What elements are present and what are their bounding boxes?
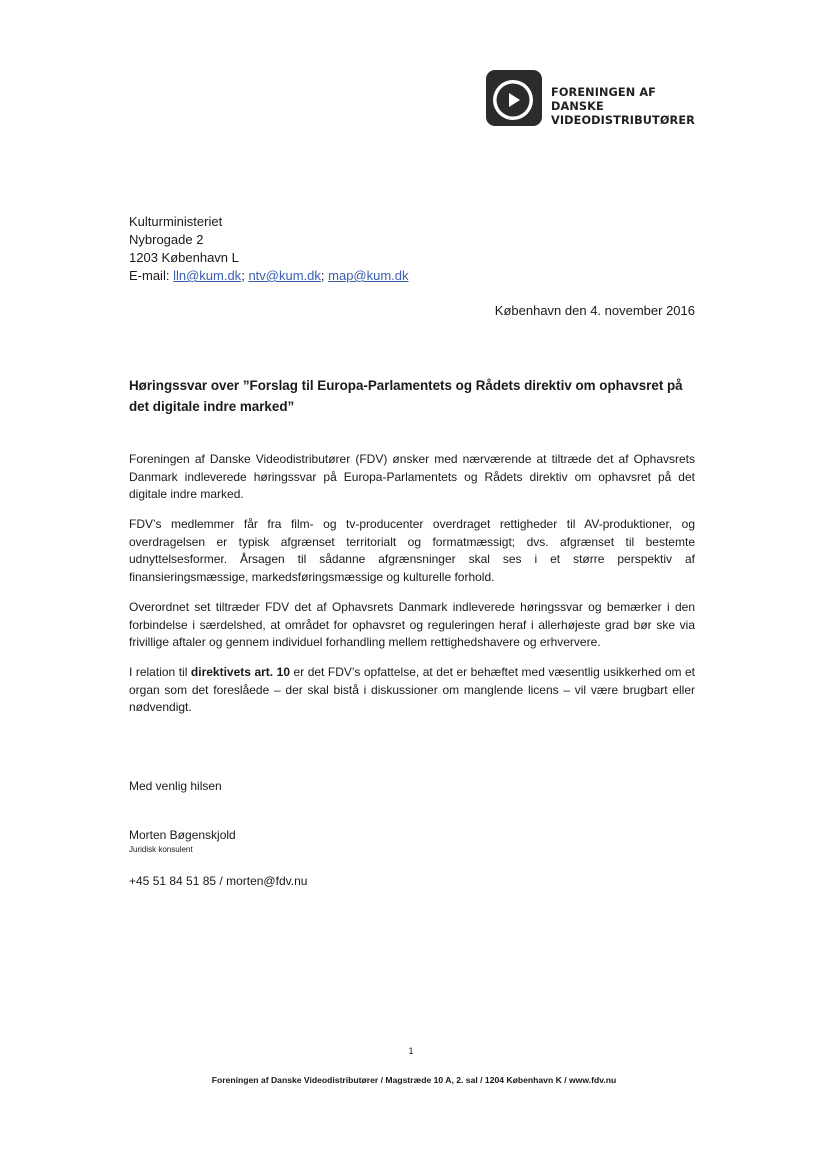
- paragraph-4: [129, 664, 695, 717]
- logo-line-2: VIDEODISTRIBUTØRER: [551, 114, 695, 127]
- paragraph-4-emphasis: direktivets art. 10: [190, 665, 290, 679]
- recipient-email-line: [129, 267, 409, 285]
- email-link-ntv[interactable]: ntv@kum.dk: [248, 268, 321, 283]
- signature-contact: +45 51 84 51 85 / morten@fdv.nu: [129, 874, 308, 888]
- header-logo: [486, 70, 700, 126]
- paragraph-2: FDV’s medlemmer får fra film- og tv-producenter overdraget rettigheder til AV-produktioner, og overdragelsen er typisk afgrænset territorialt og formatmæssigt; dvs. afgrænset til bestemte udnyttelsesformer. Årsagen til sådanne afgrænsninger skal ses i et større perspektiv af finansieringsmæssige, markedsføringsmæssige og kulturelle forhold.: [129, 517, 695, 584]
- paragraph-4-rest: er det FDV’s opfattelse, at det er behæftet med væsentlig usikkerhed om et organ som det foreslåede – der skal bistå i diskussioner om manglende licens – vil være brugbart eller nødvendigt.: [129, 665, 696, 714]
- email-link-map[interactable]: map@kum.dk: [328, 268, 409, 283]
- email-label: E-mail:: [129, 268, 170, 283]
- recipient-street: Nybrogade 2: [129, 232, 204, 247]
- play-icon: [486, 70, 542, 126]
- recipient-name: Kulturministeriet: [129, 214, 223, 229]
- email-separator: ;: [320, 268, 325, 283]
- logo-wordmark: [551, 86, 701, 128]
- letter-date: København den 4. november 2016: [494, 303, 695, 318]
- logo-line-1: FORENINGEN AF DANSKE: [551, 86, 656, 113]
- paragraph-4-intro: I relation til: [129, 665, 191, 679]
- signature-role: Juridisk konsulent: [129, 845, 193, 854]
- closing-greeting: Med venlig hilsen: [129, 779, 222, 793]
- email-separator: ;: [241, 268, 245, 283]
- letter-title: Høringssvar over ”Forslag til Europa-Parlamentets og Rådets direktiv om ophavsret på det digitale indre marked”: [129, 378, 683, 414]
- page-footer: Foreningen af Danske Videodistributører / Magstræde 10 A, 2. sal / 1204 København K / www.fdv.nu: [211, 1075, 617, 1085]
- page-number: 1: [408, 1046, 414, 1056]
- paragraph-3: Overordnet set tiltræder FDV det af Ophavsrets Danmark indleverede høringssvar og bemærker i den forbindelse i særdelshed, at området for ophavsret og reguleringen heraf i allerhøjeste grad bør ske via frivillige aftaler og gennem individuel forhandling mellem rettighedshavere og erhververe.: [129, 600, 695, 649]
- recipient-city: 1203 København L: [129, 250, 239, 265]
- paragraph-1: Foreningen af Danske Videodistributører (FDV) ønsker med nærværende at tiltræde det af Ophavsrets Danmark indleverede høringssvar på Europa-Parlamentets og Rådets direktiv om ophavsret på det digitale indre marked.: [129, 452, 695, 501]
- signature-name: Morten Bøgenskjold: [129, 828, 236, 842]
- email-link-lln[interactable]: lln@kum.dk: [173, 268, 242, 283]
- recipient-address: [129, 213, 409, 285]
